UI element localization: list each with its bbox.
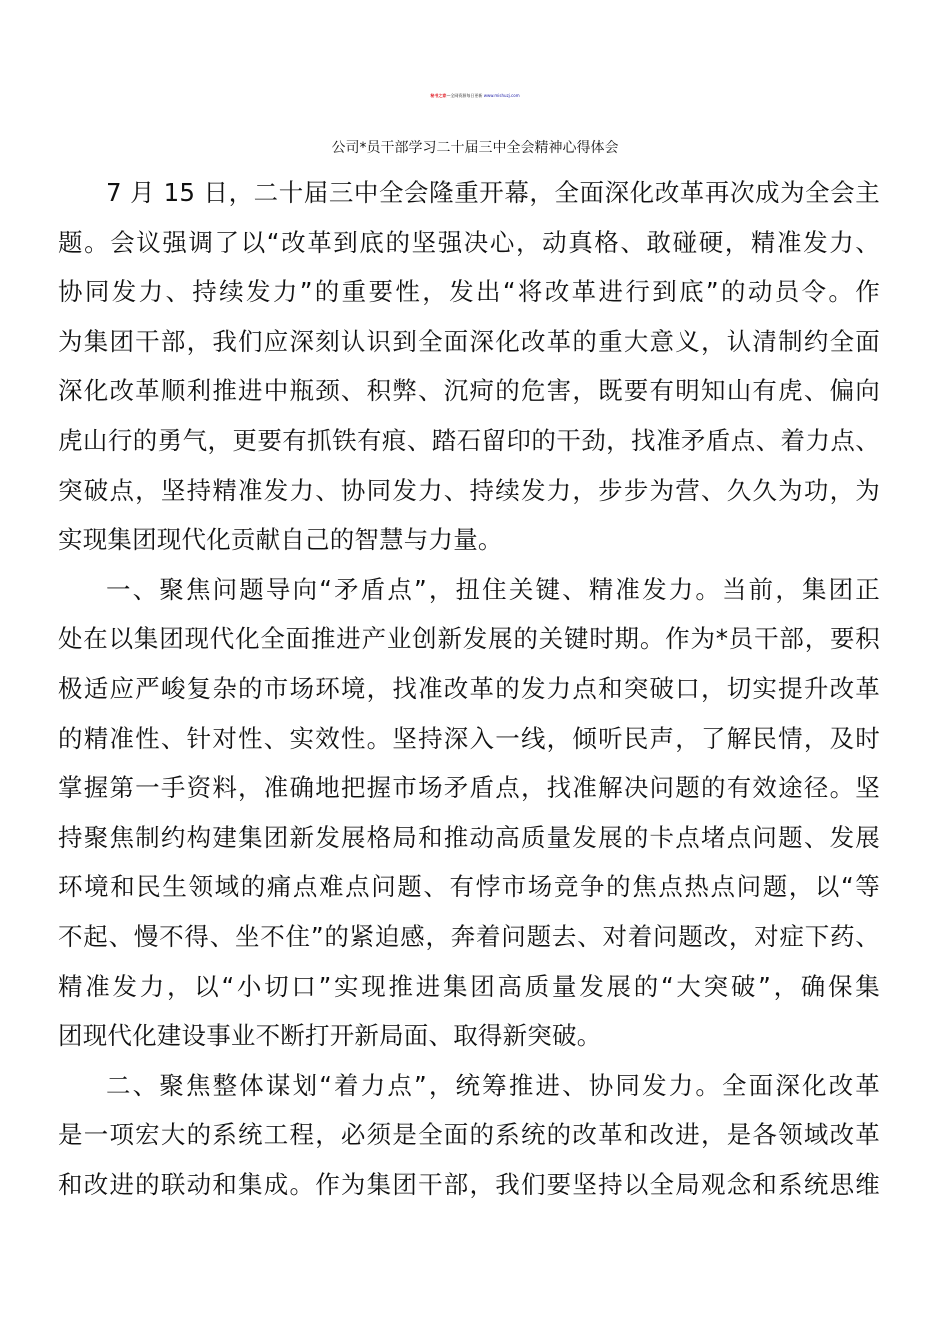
text-line: 深化改革顺利推进中瓶颈、积弊、沉疴的危害，既要有明知山有虎、偏向 — [58, 376, 880, 406]
text-line: 持聚焦制约构建集团新发展格局和推动高质量发展的卡点堵点问题、发展 — [58, 822, 880, 852]
text-line: 环境和民生领域的痛点难点问题、有悖市场竞争的焦点热点问题，以“等 — [58, 872, 880, 902]
section-heading-line: 一、聚焦问题导向“矛盾点”，扭住关键、精准发力。当前，集团正 — [106, 574, 880, 604]
document-title: 公司*员干部学习二十届三中全会精神心得体会 — [331, 140, 619, 156]
text-line: 协同发力、持续发力”的重要性，发出“将改革进行到底”的动员令。作 — [58, 277, 880, 307]
site-url-link[interactable]: www.mishuzj.com — [483, 93, 520, 98]
text-line: 为集团干部，我们应深刻认识到全面深化改革的重大意义，认清制约全面 — [58, 326, 880, 356]
text-line: 的精准性、针对性、实效性。坚持深入一线，倾听民声，了解民情，及时 — [58, 723, 880, 753]
text-line: 团现代化建设事业不断打开新局面、取得新突破。 — [58, 1021, 602, 1051]
text-line: 题。会议强调了以“改革到底的坚强决心，动真格、敢碰硬，精准发力、 — [58, 227, 880, 257]
text-line: 处在以集团现代化全面推进产业创新发展的关键时期。作为*员干部，要积 — [58, 624, 880, 654]
section-heading-line: 二、聚焦整体谋划“着力点”，统筹推进、协同发力。全面深化改革 — [106, 1070, 880, 1100]
brand-name: 秘书之家 — [430, 93, 447, 98]
text-line: 虎山行的勇气，更要有抓铁有痕、踏石留印的干劲，找准矛盾点、着力点、 — [58, 425, 880, 455]
document-body — [58, 168, 880, 1209]
site-banner — [0, 80, 950, 112]
text-line: 精准发力，以“小切口”实现推进集团高质量发展的“大突破”，确保集 — [58, 971, 880, 1001]
text-line: 掌握第一手资料，准确地把握市场矛盾点，找准解决问题的有效途径。坚 — [58, 773, 880, 803]
text-line: 极适应严峻复杂的市场环境，找准改革的发力点和突破口，切实提升改革 — [58, 673, 880, 703]
text-line: 实现集团现代化贡献自己的智慧与力量。 — [58, 525, 503, 555]
text-line: 和改进的联动和集成。作为集团干部，我们要坚持以全局观念和系统思维 — [58, 1169, 880, 1199]
text-line: 不起、慢不得、坐不住”的紧迫感，奔着问题去、对着问题改，对症下药、 — [58, 921, 880, 951]
banner-tagline: —全网资源每日更新 — [446, 93, 483, 98]
text-line: 突破点，坚持精准发力、协同发力、持续发力，步步为营、久久为功，为 — [58, 475, 880, 505]
text-line: 是一项宏大的系统工程，必须是全面的系统的改革和改进，是各领域改革 — [58, 1120, 880, 1150]
text-line: 7 月 15 日，二十届三中全会隆重开幕，全面深化改革再次成为全会主 — [106, 178, 880, 207]
